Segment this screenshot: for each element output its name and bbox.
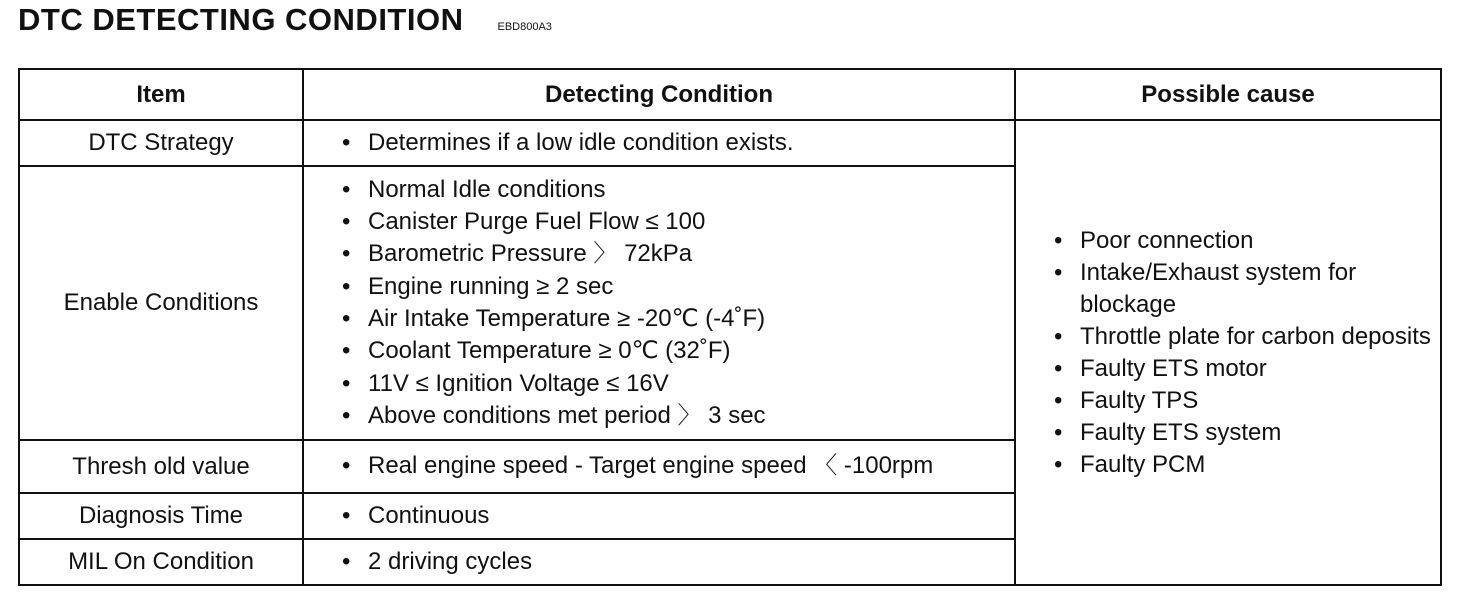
condition-bullet: • Engine running ≥ 2 sec: [342, 271, 1014, 303]
cause-bullet: • Faulty ETS system: [1054, 417, 1440, 449]
cause-bullet: • Poor connection: [1054, 225, 1440, 257]
row-item-diagnosis-time: Diagnosis Time: [19, 493, 303, 539]
condition-bullet: • Normal Idle conditions: [342, 174, 1014, 206]
cause-bullet: • Faulty PCM: [1054, 449, 1440, 481]
row-item-threshold-value: Thresh old value: [19, 440, 303, 493]
dtc-condition-table: [18, 68, 1442, 586]
condition-bullet: • Coolant Temperature ≥ 0℃ (32˚F): [342, 335, 1014, 367]
cause-bullet: • Intake/Exhaust system for blockage: [1054, 257, 1440, 321]
column-header-detecting-condition: Detecting Condition: [303, 69, 1015, 120]
row-condition-diagnosis-time: [303, 493, 1015, 539]
column-header-possible-cause: Possible cause: [1015, 69, 1441, 120]
table-header-row: [19, 69, 1441, 120]
cause-bullet: • Faulty TPS: [1054, 385, 1440, 417]
column-header-item: Item: [19, 69, 303, 120]
page-title: DTC DETECTING CONDITION: [18, 2, 464, 37]
condition-bullet: • Air Intake Temperature ≥ -20℃ (-4˚F): [342, 303, 1014, 335]
possible-cause-cell: [1015, 120, 1441, 585]
condition-bullet: • Determines if a low idle condition exists.: [342, 127, 1014, 159]
row-item-enable-conditions: Enable Conditions: [19, 166, 303, 440]
condition-bullet: • Canister Purge Fuel Flow ≤ 100: [342, 206, 1014, 238]
row-item-mil-on-condition: MIL On Condition: [19, 539, 303, 585]
condition-bullet: • Above conditions met period 〉 3 sec: [342, 400, 1014, 432]
table-row: [19, 120, 1441, 166]
row-condition-threshold-value: [303, 440, 1015, 493]
row-condition-mil-on-condition: [303, 539, 1015, 585]
row-condition-enable-conditions: [303, 166, 1015, 440]
condition-bullet: • Continuous: [342, 500, 1014, 532]
title-row: [18, 2, 552, 38]
row-item-dtc-strategy: DTC Strategy: [19, 120, 303, 166]
row-condition-dtc-strategy: [303, 120, 1015, 166]
condition-bullet: • 11V ≤ Ignition Voltage ≤ 16V: [342, 368, 1014, 400]
condition-bullet: • Barometric Pressure 〉 72kPa: [342, 238, 1014, 270]
condition-bullet: • 2 driving cycles: [342, 546, 1014, 578]
cause-bullet: • Faulty ETS motor: [1054, 353, 1440, 385]
document-code: EBD800A3: [497, 21, 552, 33]
condition-bullet: • Real engine speed - Target engine speed 〈 -100rpm: [342, 450, 1014, 482]
cause-bullet: • Throttle plate for carbon deposits: [1054, 321, 1440, 353]
